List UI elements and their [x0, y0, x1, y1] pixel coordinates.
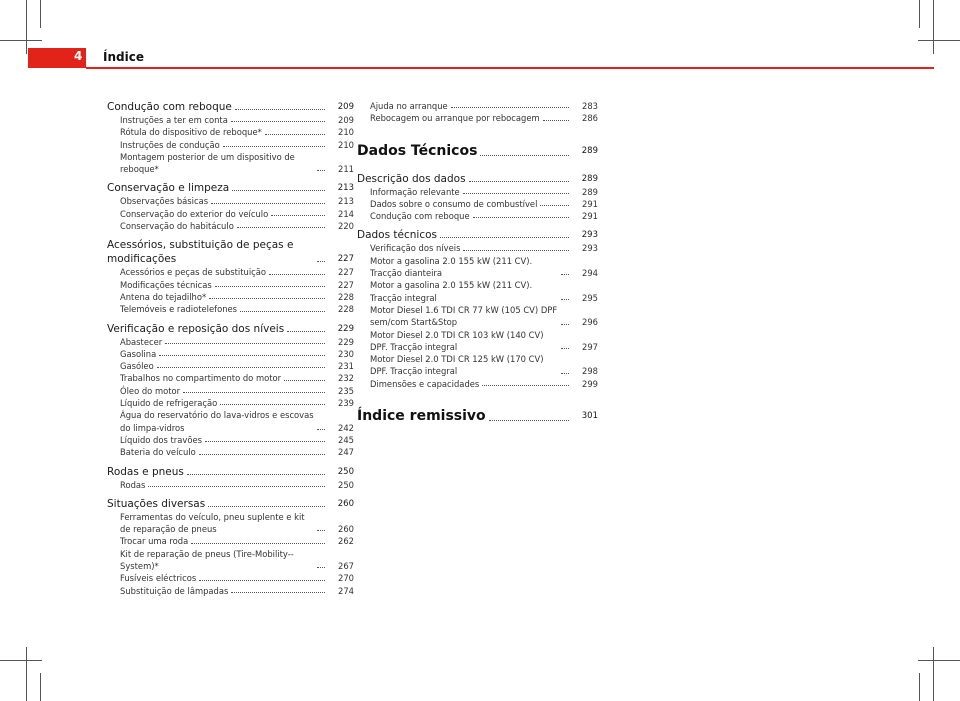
toc-subentry[interactable]: [357, 304, 598, 329]
dot-leader: [199, 454, 325, 455]
dot-leader: [215, 286, 325, 287]
header-rule: [86, 67, 934, 69]
dot-leader: [317, 170, 325, 171]
toc-page-number: 247: [338, 447, 354, 458]
toc-subentry[interactable]: [107, 151, 354, 176]
toc-entry-title: Ferramentas do veículo, pneu suplente e kit de reparação de pneus: [120, 511, 317, 536]
toc-entry-title: Conservação do habitáculo: [120, 220, 237, 232]
toc-entry-title: Ajuda no arranque: [370, 100, 451, 112]
toc-page-number: 220: [338, 221, 354, 232]
crop-mark: [918, 40, 960, 41]
toc-page-number: 274: [338, 585, 354, 596]
dot-leader: [284, 380, 325, 381]
toc-subentry[interactable]: [107, 195, 354, 207]
dot-leader: [209, 298, 325, 299]
toc-entry-title: Óleo do motor: [120, 385, 183, 397]
toc-subentry[interactable]: [357, 242, 598, 254]
toc-entry-title: Motor Diesel 1.6 TDI CR 77 kW (105 CV) DPF sem/com Start&Stop: [370, 304, 561, 329]
dot-leader: [211, 203, 325, 204]
dot-leader: [191, 543, 325, 544]
toc-page-number: 213: [338, 196, 354, 207]
toc-page-number: 227: [337, 254, 354, 265]
toc-subentry[interactable]: [357, 329, 598, 354]
dot-leader: [235, 109, 325, 110]
dot-leader: [480, 155, 569, 156]
toc-page-number: 239: [338, 398, 354, 409]
toc-subentry[interactable]: [107, 126, 354, 138]
crop-mark: [26, 0, 27, 54]
toc-entry-title: Gasóleo: [120, 360, 157, 372]
dot-leader: [265, 134, 325, 135]
toc-page-number: 267: [338, 561, 354, 572]
dot-leader: [317, 530, 325, 531]
toc-page-number: 260: [338, 524, 354, 535]
toc-page-number: 211: [338, 164, 354, 175]
toc-entry-title: Rótula do dispositivo de reboque*: [120, 126, 265, 138]
dot-leader: [231, 592, 325, 593]
toc-page-number: 293: [582, 243, 598, 254]
toc-entry-title: Montagem posterior de um dispositivo de reboque*: [120, 151, 317, 176]
toc-subentry[interactable]: [107, 572, 354, 584]
crop-mark: [933, 0, 934, 54]
toc-subentry[interactable]: [357, 279, 598, 304]
toc-page-number: 227: [338, 267, 354, 278]
toc-entry-title: Líquido de refrigeração: [120, 397, 220, 409]
toc-entry-title: Bateria do veículo: [120, 446, 199, 458]
toc-page-number: 262: [338, 536, 354, 547]
toc-page-number: 242: [338, 422, 354, 433]
toc-page-number: 299: [582, 378, 598, 389]
toc-page-number: 291: [582, 211, 598, 222]
dot-leader: [157, 367, 325, 368]
toc-entry-title: Condução com reboque: [107, 100, 235, 114]
dot-leader: [451, 107, 569, 108]
toc-entry-title: Substituição de lâmpadas: [120, 585, 231, 597]
toc-page-number: 210: [338, 127, 354, 138]
toc-page-number: 228: [338, 304, 354, 315]
toc-entry-title: Observações básicas: [120, 195, 211, 207]
toc-section-entry[interactable]: [357, 172, 598, 186]
toc-page-number: 301: [581, 411, 598, 422]
toc-subentry[interactable]: [107, 348, 354, 360]
dot-leader: [463, 250, 569, 251]
toc-entry-title: Trocar uma roda: [120, 535, 191, 547]
toc-entry-title: Condução com reboque: [370, 210, 473, 222]
toc-page-number: 229: [337, 323, 354, 334]
toc-subentry[interactable]: [107, 548, 354, 573]
toc-subentry[interactable]: [107, 291, 354, 303]
toc-section-entry[interactable]: [107, 497, 354, 511]
dot-leader: [148, 486, 325, 487]
toc-subentry[interactable]: [357, 112, 598, 124]
dot-leader: [183, 392, 325, 393]
toc-entry-title: Instruções a ter em conta: [120, 114, 231, 126]
toc-page-number: 209: [337, 102, 354, 112]
crop-mark: [918, 660, 960, 661]
toc-subentry[interactable]: [107, 220, 354, 232]
dot-leader: [237, 227, 325, 228]
toc-subentry[interactable]: [107, 511, 354, 536]
toc-entry-title: Dimensões e capacidades: [370, 378, 482, 390]
dot-leader: [561, 324, 569, 325]
toc-entry-title: Água do reservatório do lava-vidros e escovas do limpa-vidros: [120, 409, 317, 434]
crop-mark: [919, 0, 920, 28]
toc-entry-title: Trabalhos no compartimento do motor: [120, 372, 284, 384]
toc-subentry[interactable]: [107, 397, 354, 409]
toc-entry-title: Índice remissivo: [357, 408, 489, 425]
toc-entry-title: Verificação dos níveis: [370, 242, 463, 254]
toc-page-number: 232: [338, 373, 354, 384]
toc-entry-title: Abastecer: [120, 336, 165, 348]
toc-entry-title: Gasolina: [120, 348, 159, 360]
toc-entry-title: Descrição dos dados: [357, 172, 469, 186]
toc-section-entry[interactable]: [107, 238, 354, 266]
toc-entry-title: Motor a gasolina 2.0 155 kW (211 CV). Tracção dianteira: [370, 255, 561, 280]
toc-subentry[interactable]: [107, 360, 354, 372]
toc-page-number: 250: [338, 479, 354, 490]
toc-entry-title: Conservação e limpeza: [107, 181, 232, 195]
toc-subentry[interactable]: [357, 186, 598, 198]
toc-page-number: 293: [581, 230, 598, 241]
toc-entry-title: Verificação e reposição dos níveis: [107, 322, 287, 336]
toc-page-number: 289: [582, 186, 598, 197]
toc-entry-title: Fusíveis eléctricos: [120, 572, 199, 584]
toc-section-entry[interactable]: [107, 322, 354, 336]
toc-subentry[interactable]: [107, 446, 354, 458]
toc-entry-title: Kit de reparação de pneus (Tire-Mobility--System)*: [120, 548, 317, 573]
toc-entry-title: Dados Técnicos: [357, 143, 480, 160]
toc-page-number: 289: [581, 145, 598, 156]
crop-mark: [933, 647, 934, 701]
toc-section-entry[interactable]: [357, 228, 598, 242]
dot-leader: [561, 348, 569, 349]
toc-subentry[interactable]: [357, 353, 598, 378]
toc-entry-title: Antena do tejadilho*: [120, 291, 209, 303]
toc-left-column: [107, 100, 354, 597]
toc-page-number: 270: [338, 573, 354, 584]
toc-entry-title: Conservação do exterior do veículo: [120, 208, 271, 220]
dot-leader: [469, 181, 569, 182]
toc-entry-title: Dados técnicos: [357, 228, 440, 242]
toc-entry-title: Acessórios, substituição de peças e modificações: [107, 238, 317, 266]
dot-leader: [317, 429, 325, 430]
dot-leader: [473, 217, 569, 218]
toc-page-number: 296: [582, 317, 598, 328]
crop-mark: [26, 647, 27, 701]
crop-mark: [40, 0, 41, 28]
toc-entry-title: Instruções de condução: [120, 139, 223, 151]
toc-entry-title: Motor Diesel 2.0 TDI CR 125 kW (170 CV) DPF. Tracção integral: [370, 353, 561, 378]
toc-entry-title: Motor a gasolina 2.0 155 kW (211 CV). Tracção integral: [370, 279, 561, 304]
toc-subentry[interactable]: [357, 198, 598, 210]
crop-mark: [0, 660, 42, 661]
toc-section-entry[interactable]: [107, 100, 354, 114]
dot-leader: [440, 237, 569, 238]
toc-subentry[interactable]: [107, 409, 354, 434]
toc-entry-title: Telemóveis e radiotelefones: [120, 303, 240, 315]
toc-entry-title: Rodas: [120, 479, 148, 491]
toc-entry-title: Líquido dos travões: [120, 434, 205, 446]
toc-page-number: 235: [338, 385, 354, 396]
page-number: 4: [74, 49, 83, 63]
toc-entry-title: Modificações técnicas: [120, 279, 215, 291]
toc-entry-title: Rebocagem ou arranque por rebocagem: [370, 112, 543, 124]
crop-mark: [919, 673, 920, 701]
toc-subentry[interactable]: [357, 210, 598, 222]
dot-leader: [561, 274, 569, 275]
toc-page-number: 298: [582, 366, 598, 377]
toc-page-number: 213: [337, 183, 354, 194]
toc-page-number: 227: [338, 279, 354, 290]
toc-subentry[interactable]: [107, 279, 354, 291]
toc-section-entry[interactable]: [107, 181, 354, 195]
toc-page-number: 295: [582, 292, 598, 303]
toc-subentry[interactable]: [107, 385, 354, 397]
toc-entry-title: Rodas e pneus: [107, 465, 187, 479]
dot-leader: [232, 190, 325, 191]
toc-right-column: [357, 100, 598, 425]
crop-mark: [40, 673, 41, 701]
dot-leader: [561, 373, 569, 374]
toc-entry-title: Motor Diesel 2.0 TDI CR 103 kW (140 CV) DPF. Tracção integral: [370, 329, 561, 354]
dot-leader: [159, 355, 325, 356]
toc-page-number: 291: [582, 198, 598, 209]
toc-subentry[interactable]: [107, 585, 354, 597]
toc-page-number: 230: [338, 348, 354, 359]
toc-page-number: 231: [338, 361, 354, 372]
toc-subentry[interactable]: [107, 336, 354, 348]
toc-page-number: 209: [338, 115, 354, 125]
dot-leader: [187, 474, 325, 475]
toc-page-number: 245: [338, 434, 354, 445]
toc-section-entry[interactable]: [107, 465, 354, 479]
dot-leader: [543, 120, 569, 121]
toc-page-number: 283: [582, 101, 598, 111]
toc-subentry[interactable]: [107, 372, 354, 384]
toc-page-number: 250: [337, 466, 354, 477]
dot-leader: [540, 205, 569, 206]
dot-leader: [240, 311, 325, 312]
toc-page-number: 214: [338, 208, 354, 219]
toc-page-number: 260: [337, 498, 354, 509]
toc-page-number: 289: [581, 173, 598, 184]
dot-leader: [223, 146, 325, 147]
toc-section-entry[interactable]: [357, 143, 598, 160]
toc-subentry[interactable]: [107, 208, 354, 220]
dot-leader: [561, 299, 569, 300]
toc-page-number: 297: [582, 341, 598, 352]
toc-subentry[interactable]: [107, 479, 354, 491]
dot-leader: [208, 506, 325, 507]
dot-leader: [482, 385, 569, 386]
dot-leader: [489, 420, 569, 421]
toc-subentry[interactable]: [357, 100, 598, 112]
toc-subentry[interactable]: [357, 378, 598, 390]
toc-entry-title: Informação relevante: [370, 186, 463, 198]
toc-entry-title: Acessórios e peças de substituição: [120, 266, 269, 278]
dot-leader: [463, 193, 569, 194]
toc-subentry[interactable]: [107, 139, 354, 151]
toc-page-number: 294: [582, 268, 598, 279]
dot-leader: [271, 215, 325, 216]
toc-subentry[interactable]: [107, 303, 354, 315]
dot-leader: [205, 441, 325, 442]
toc-subentry[interactable]: [107, 114, 354, 126]
toc-subentry[interactable]: [107, 434, 354, 446]
toc-entry-title: Dados sobre o consumo de combustível: [370, 198, 540, 210]
toc-entry-title: Situações diversas: [107, 497, 208, 511]
toc-section-entry[interactable]: [357, 408, 598, 425]
toc-subentry[interactable]: [107, 535, 354, 547]
toc-subentry[interactable]: [357, 255, 598, 280]
toc-page-number: 229: [338, 336, 354, 347]
toc-subentry[interactable]: [107, 266, 354, 278]
dot-leader: [269, 274, 325, 275]
dot-leader: [317, 261, 325, 262]
dot-leader: [231, 121, 325, 122]
dot-leader: [317, 567, 325, 568]
crop-mark: [0, 40, 42, 41]
dot-leader: [199, 580, 325, 581]
page-title: Índice: [103, 50, 144, 64]
toc-page-number: 210: [338, 139, 354, 150]
toc-page-number: 228: [338, 291, 354, 302]
dot-leader: [165, 343, 325, 344]
toc-page-number: 286: [582, 113, 598, 124]
dot-leader: [287, 331, 325, 332]
dot-leader: [220, 404, 325, 405]
